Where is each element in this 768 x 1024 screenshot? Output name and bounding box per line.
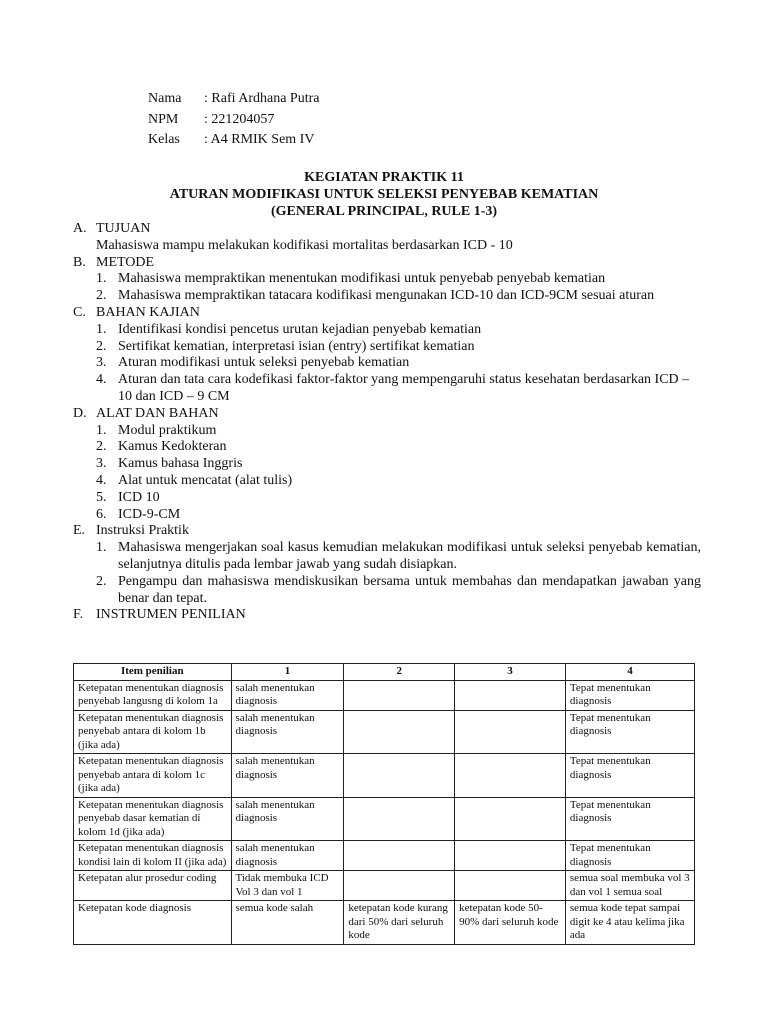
table-cell (455, 710, 566, 754)
list-item: 1. Modul praktikum (96, 422, 217, 438)
table-row (74, 754, 695, 798)
list-item: 3. Kamus bahasa Inggris (96, 456, 243, 472)
table-cell: Ketepatan alur prosedur coding (74, 871, 232, 901)
table-cell: Ketepatan menentukan diagnosis kondisi lain di kolom II (jika ada) (74, 841, 232, 871)
table-cell (455, 680, 566, 710)
section-b-heading: B. METODE (73, 254, 155, 270)
name-row (148, 91, 319, 112)
table-row (74, 680, 695, 710)
name-value: : Rafi Ardhana Putra (204, 91, 320, 106)
table-cell: semua kode salah (231, 901, 344, 945)
class-row (148, 132, 319, 153)
list-item: 2. Mahasiswa mempraktikan tatacara kodifikasi mengunakan ICD-10 dan ICD-9CM sesuai aturan (96, 288, 655, 304)
npm-label: NPM (148, 111, 179, 127)
list-item: 2. Pengampu dan mahasiswa mendiskusikan bersama untuk membahas dan mendapatkan jawaban yang benar dan tepat. (96, 573, 701, 606)
heading-line-3: (GENERAL PRINCIPAL, RULE 1-3) (270, 204, 498, 219)
npm-row (148, 112, 319, 133)
document-body (73, 221, 701, 624)
table-cell: salah menentukan diagnosis (231, 680, 344, 710)
section-a-text: Mahasiswa mampu melakukan kodifikasi mortalitas berdasarkan ICD - 10 (96, 237, 513, 253)
class-value: : A4 RMIK Sem IV (204, 132, 315, 147)
list-item: 1. Identifikasi kondisi pencetus urutan kejadian penyebab kematian (96, 321, 482, 337)
table-cell (455, 754, 566, 798)
section-c-heading: C. BAHAN KAJIAN (73, 304, 200, 320)
npm-value: : 221204057 (204, 111, 275, 127)
list-item: 1. Mahasiswa mengerjakan soal kasus kemudian melakukan modifikasi untuk seleksi penyebab kematian, selanjutnya ditulis pada lembar jawab yang sudah disiapkan. (96, 540, 701, 572)
list-item: 3. Aturan modifikasi untuk seleksi penyebab kematian (96, 355, 410, 371)
list-item: 2. Kamus Kedokteran (96, 439, 227, 455)
table-header-row (74, 664, 695, 681)
table-row (74, 797, 695, 841)
table-cell: Tepat menentukan diagnosis (565, 841, 694, 871)
section-e-heading: E. Instruksi Praktik (73, 523, 189, 539)
table-cell: Tidak membuka ICD Vol 3 dan vol 1 (231, 871, 344, 901)
table-cell (344, 797, 455, 841)
table-cell: Ketepatan menentukan diagnosis penyebab antara di kolom 1b (jika ada) (74, 710, 232, 754)
table-row (74, 710, 695, 754)
table-cell: Tepat menentukan diagnosis (565, 680, 694, 710)
list-item: 2. Sertifikat kematian, interpretasi isian (entry) sertifikat kematian (96, 338, 475, 354)
table-cell (344, 754, 455, 798)
column-header: 2 (344, 664, 455, 681)
table-cell: salah menentukan diagnosis (231, 841, 344, 871)
table-cell (455, 871, 566, 901)
column-header: 1 (231, 664, 344, 681)
section-a-heading: A. TUJUAN (73, 221, 151, 236)
table-cell (455, 797, 566, 841)
list-item: 5. ICD 10 (96, 489, 160, 505)
table-cell: ketepatan kode 50-90% dari seluruh kode (455, 901, 566, 945)
list-item: 6. ICD-9-CM (96, 506, 181, 522)
table-cell: semua kode tepat sampai digit ke 4 atau kelima jika ada (565, 901, 694, 945)
class-label: Kelas (148, 132, 180, 147)
table-row (74, 841, 695, 871)
section-f-heading: F. INSTRUMEN PENILIAN (73, 607, 246, 623)
table-cell: Tepat menentukan diagnosis (565, 710, 694, 754)
table-cell: salah menentukan diagnosis (231, 797, 344, 841)
column-header: Item penilian (74, 664, 232, 681)
table-row (74, 871, 695, 901)
table-cell: salah menentukan diagnosis (231, 710, 344, 754)
section-d-heading: D. ALAT DAN BAHAN (73, 405, 219, 421)
list-item: 1. Mahasiswa mempraktikan menentukan modifikasi untuk penyebab penyebab kematian (96, 271, 606, 287)
table-cell: Ketepatan menentukan diagnosis penyebab antara di kolom 1c (jika ada) (74, 754, 232, 798)
list-item: 4. Aturan dan tata cara kodefikasi faktor-faktor yang mempengaruhi status kesehatan berdasarkan ICD – 10 dan ICD – 9 CM (96, 372, 690, 404)
table-cell: Ketepatan menentukan diagnosis penyebab dasar kematian di kolom 1d (jika ada) (74, 797, 232, 841)
table-cell: salah menentukan diagnosis (231, 754, 344, 798)
document-heading (0, 170, 768, 221)
table-cell: Tepat menentukan diagnosis (565, 797, 694, 841)
table-cell: Tepat menentukan diagnosis (565, 754, 694, 798)
assessment-rubric-table (73, 663, 695, 945)
table-row (74, 901, 695, 945)
table-cell: Ketepatan menentukan diagnosis penyebab langusng di kolom 1a (74, 680, 232, 710)
table-cell: ketepatan kode kurang dari 50% dari seluruh kode (344, 901, 455, 945)
name-label: Nama (148, 91, 182, 106)
list-item: 4. Alat untuk mencatat (alat tulis) (96, 472, 293, 488)
table-cell (344, 710, 455, 754)
heading-line-2: ATURAN MODIFIKASI UNTUK SELEKSI PENYEBAB KEMATIAN (169, 187, 599, 202)
table-cell (455, 841, 566, 871)
table-cell: semua soal membuka vol 3 dan vol 1 semua soal (565, 871, 694, 901)
table-cell (344, 871, 455, 901)
table-cell (344, 841, 455, 871)
column-header: 4 (565, 664, 694, 681)
student-identity (148, 91, 319, 153)
table-cell (344, 680, 455, 710)
column-header: 3 (455, 664, 566, 681)
heading-line-1: KEGIATAN PRAKTIK 11 (304, 170, 464, 185)
table-cell: Ketepatan kode diagnosis (74, 901, 232, 945)
